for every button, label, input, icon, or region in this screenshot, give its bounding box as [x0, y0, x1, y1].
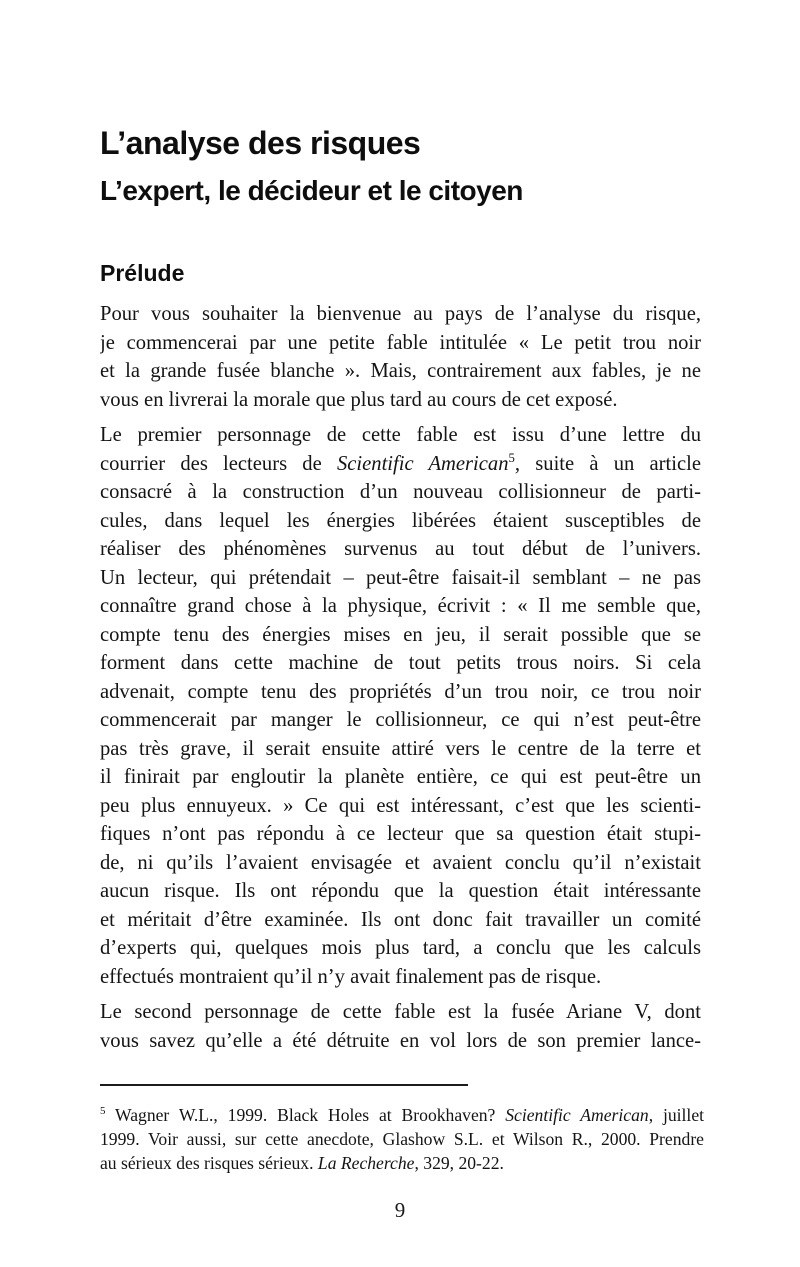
text-line: advenait, compte tenu des propriétés d’un trou noir, ce trou noir	[100, 680, 701, 703]
text-line: $^5$ Wagner W.L., 1999. Black Holes at Brookhaven? Scientific American, juillet	[100, 1105, 704, 1125]
text-line: effectués montraient qu’il n’y avait finalement pas de risque.	[100, 965, 602, 988]
text-line: je commencerai par une petite fable intitulée « Le petit trou noir	[100, 331, 701, 354]
paragraph-2	[100, 421, 701, 991]
text-line: compte tenu des énergies mises en jeu, il serait possible que se	[100, 623, 701, 646]
page-number: 9	[394, 1198, 406, 1222]
text-line: et méritait d’être examinée. Ils ont donc fait travailler un comité	[100, 908, 701, 931]
text-line: de, ni qu’ils l’avaient envisagée et avaient conclu qu’il n’existait	[100, 851, 701, 874]
text-line: pas très grave, il serait ensuite attiré vers le centre de la terre et	[100, 737, 701, 760]
text-line: Le premier personnage de cette fable est issu d’une lettre du	[100, 424, 701, 446]
section-heading-prelude: Prélude	[100, 260, 185, 286]
text-line: d’experts qui, quelques mois plus tard, a conclu que les calculs	[100, 937, 701, 959]
text-line: Un lecteur, qui prétendait – peut-être faisait-il semblant – ne pas	[100, 566, 701, 589]
text-line: commencerait par manger le collisionneur, ce qui n’est peut-être	[100, 709, 701, 731]
page-subtitle: L’expert, le décideur et le citoyen	[100, 175, 523, 206]
text-line: réaliser des phénomènes survenus au tout début de l’univers.	[100, 538, 701, 560]
text-line: fiques n’ont pas répondu à ce lecteur que sa question était stupi-	[100, 823, 701, 845]
page-title: L’analyse des risques	[100, 125, 421, 161]
text-line: Le second personnage de cette fable est la fusée Ariane V, dont	[100, 1001, 701, 1023]
text-line: vous en livrerai la morale que plus tard au cours de cet exposé.	[100, 388, 618, 411]
text-line: courrier des lecteurs de Scientific American$^5$, suite à un article	[100, 450, 701, 475]
text-line: il finirait par engloutir la planète entière, ce qui est peut-être un	[100, 766, 701, 788]
text-line: cules, dans lequel les énergies libérées étaient susceptibles de	[100, 509, 701, 532]
text-line: peu plus ennuyeux. » Ce qui est intéressant, c’est que les scienti-	[100, 794, 701, 817]
text-line: connaître grand chose à la physique, écrivit : « Il me semble que,	[100, 595, 701, 617]
body-text	[100, 300, 701, 1062]
paragraph-3	[100, 998, 701, 1055]
text-line: vous savez qu’elle a été détruite en vol lors de son premier lance-	[100, 1029, 701, 1052]
text-line: aucun risque. Ils ont répondu que la question était intéressante	[100, 880, 701, 902]
text-line: consacré à la construction d’un nouveau collisionneur de parti-	[100, 481, 701, 503]
text-line: Pour vous souhaiter la bienvenue au pays de l’analyse du risque,	[100, 303, 701, 325]
text-line: au sérieux des risques sérieux. La Recherche, 329, 20-22.	[100, 1153, 504, 1173]
text-line: forment dans cette machine de tout petits trous noirs. Si cela	[100, 652, 701, 674]
text-line: et la grande fusée blanche ». Mais, contrairement aux fables, je ne	[100, 360, 701, 382]
paragraph-1	[100, 300, 701, 414]
footnote-separator	[100, 1084, 468, 1086]
footnote-text	[100, 1103, 704, 1175]
text-line: 1999. Voir aussi, sur cette anecdote, Glashow S.L. et Wilson R., 2000. Prendre	[100, 1129, 704, 1149]
